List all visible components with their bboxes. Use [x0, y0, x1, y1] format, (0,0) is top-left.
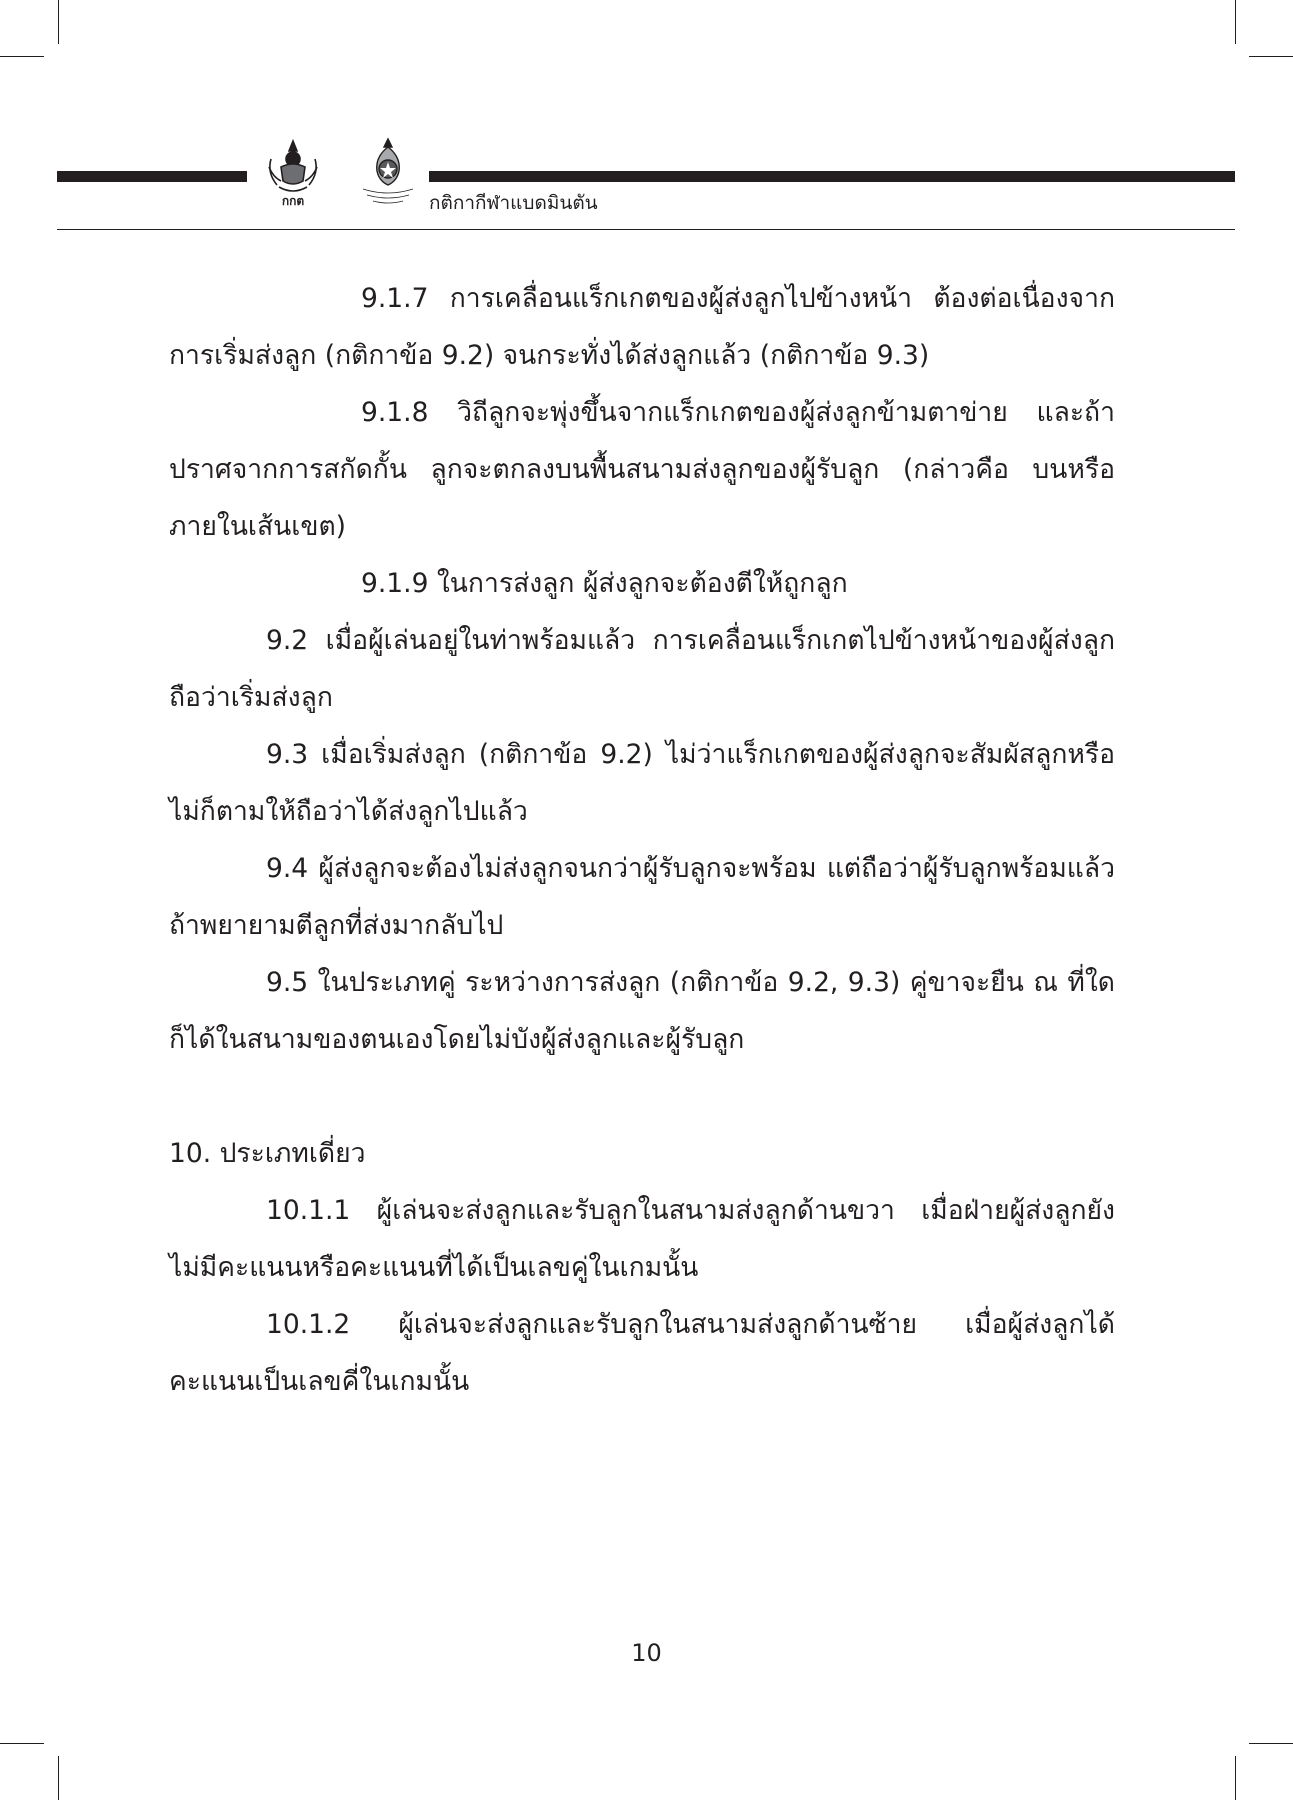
- paragraph-9-3: 9.3 เมื่อเริ่มส่งลูก (กติกาข้อ 9.2) ไม่ว่าแร็กเกตของผู้ส่งลูกจะสัมผัสลูกหรือไม่ก็ตามให้ถือว่าได้ส่งลูกไปแล้ว: [169, 739, 1115, 827]
- paragraph-9-5: 9.5 ในประเภทคู่ ระหว่างการส่งลูก (กติกาข้อ 9.2, 9.3) คู่ขาจะยืน ณ ที่ใดก็ได้ในสนามของตนเองโดยไม่บังผู้ส่งลูกและผู้รับลูก: [169, 967, 1115, 1055]
- crop-mark-bottom-left-h: [0, 1743, 44, 1744]
- paragraph-10-1-2: 10.1.2 ผู้เล่นจะส่งลูกและรับลูกในสนามส่งลูกด้านซ้าย เมื่อผู้ส่งลูกได้คะแนนเป็นเลขคี่ในเกมนั้น: [169, 1309, 1115, 1397]
- crop-mark-bottom-right: [1235, 1756, 1236, 1800]
- crop-mark-top-right-h: [1249, 56, 1293, 57]
- header-bar-right: [429, 171, 1235, 182]
- header-divider: [57, 229, 1235, 230]
- association-emblem-logo: [353, 137, 423, 213]
- paragraph-9-1-8: 9.1.8 วิถีลูกจะพุ่งขึ้นจากแร็กเกตของผู้ส่งลูกข้ามตาข่าย และถ้าปราศจากการสกัดกั้น ลูกจะตกลงบนพื้นสนามส่งลูกของผู้รับลูก (กล่าวคือ บนหรือภายในเส้นเขต): [169, 397, 1115, 542]
- section-heading-10: 10. ประเภทเดี่ยว: [169, 1138, 366, 1169]
- header-title: กติกากีฬาแบดมินตัน: [429, 192, 598, 214]
- crop-mark-bottom-right-h: [1249, 1743, 1293, 1744]
- paragraph-10-1-1: 10.1.1 ผู้เล่นจะส่งลูกและรับลูกในสนามส่งลูกด้านขวา เมื่อฝ่ายผู้ส่งลูกยังไม่มีคะแนนหรือคะแนนที่ได้เป็นเลขคู่ในเกมนั้น: [169, 1195, 1115, 1283]
- crop-mark-top-left-h: [0, 56, 44, 57]
- crop-mark-top-right: [1235, 0, 1236, 44]
- page-content: [169, 270, 1115, 1410]
- page-number: 10: [631, 1639, 662, 1667]
- paragraph-9-2: 9.2 เมื่อผู้เล่นอยู่ในท่าพร้อมแล้ว การเคลื่อนแร็กเกตไปข้างหน้าของผู้ส่งลูกถือว่าเริ่มส่งลูก: [169, 625, 1115, 713]
- paragraph-9-4: 9.4 ผู้ส่งลูกจะต้องไม่ส่งลูกจนกว่าผู้รับลูกจะพร้อม แต่ถือว่าผู้รับลูกพร้อมแล้วถ้าพยายามตีลูกที่ส่งมากลับไป: [169, 853, 1115, 941]
- logo-left-text: กกต: [281, 194, 305, 207]
- crop-mark-bottom-left: [58, 1756, 59, 1800]
- paragraph-9-1-7: 9.1.7 การเคลื่อนแร็กเกตของผู้ส่งลูกไปข้างหน้า ต้องต่อเนื่องจากการเริ่มส่งลูก (กติกาข้อ 9.2) จนกระทั่งได้ส่งลูกแล้ว (กติกาข้อ 9.3): [169, 283, 1115, 371]
- paragraph-9-1-9: 9.1.9 ในการส่งลูก ผู้ส่งลูกจะต้องตีให้ถูกลูก: [361, 568, 848, 599]
- header-bar-left: [57, 171, 247, 182]
- crop-mark-top-left: [58, 0, 59, 44]
- sports-authority-emblem-logo: [259, 137, 327, 211]
